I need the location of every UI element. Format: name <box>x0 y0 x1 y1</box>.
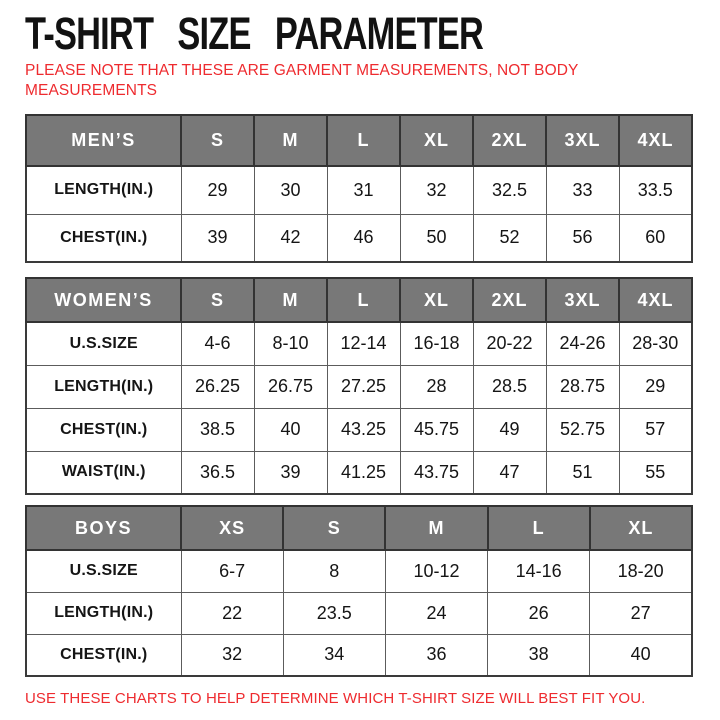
measurement-value-cell: 55 <box>619 451 692 494</box>
size-column-header: L <box>327 278 400 322</box>
table-title-cell: MEN’S <box>26 115 181 166</box>
page-title: T-SHIRT SIZE PARAMETER <box>25 8 484 60</box>
measurement-value-cell: 33 <box>546 166 619 214</box>
measurement-value-cell: 57 <box>619 408 692 451</box>
table-header-row <box>26 278 692 322</box>
row-label-cell: LENGTH(IN.) <box>26 592 181 634</box>
measurement-value-cell: 60 <box>619 214 692 262</box>
size-column-header: M <box>254 278 327 322</box>
measurement-value-cell: 27.25 <box>327 365 400 408</box>
measurement-value-cell: 46 <box>327 214 400 262</box>
size-table-boys <box>25 505 693 677</box>
garment-measurement-note: PLEASE NOTE THAT THESE ARE GARMENT MEASUREMENTS, NOT BODY MEASUREMENTS <box>25 62 579 99</box>
size-column-header: 2XL <box>473 278 546 322</box>
table-row <box>26 634 692 676</box>
measurement-value-cell: 39 <box>181 214 254 262</box>
measurement-value-cell: 30 <box>254 166 327 214</box>
measurement-value-cell: 18-20 <box>590 550 692 592</box>
row-label-cell: LENGTH(IN.) <box>26 365 181 408</box>
measurement-value-cell: 24 <box>385 592 487 634</box>
row-label-cell: CHEST(IN.) <box>26 408 181 451</box>
measurement-value-cell: 32 <box>181 634 283 676</box>
size-column-header: XL <box>400 278 473 322</box>
measurement-value-cell: 26.75 <box>254 365 327 408</box>
measurement-value-cell: 45.75 <box>400 408 473 451</box>
measurement-value-cell: 51 <box>546 451 619 494</box>
measurement-value-cell: 52 <box>473 214 546 262</box>
size-chart-page <box>25 8 695 707</box>
size-column-header: S <box>181 278 254 322</box>
measurement-value-cell: 8-10 <box>254 322 327 365</box>
size-column-header: M <box>254 115 327 166</box>
measurement-value-cell: 56 <box>546 214 619 262</box>
table-title-cell: WOMEN’S <box>26 278 181 322</box>
measurement-value-cell: 23.5 <box>283 592 385 634</box>
size-column-header: S <box>283 506 385 550</box>
measurement-value-cell: 27 <box>590 592 692 634</box>
size-column-header: 3XL <box>546 115 619 166</box>
size-column-header: 3XL <box>546 278 619 322</box>
measurement-value-cell: 38.5 <box>181 408 254 451</box>
measurement-value-cell: 28-30 <box>619 322 692 365</box>
table-row <box>26 214 692 262</box>
row-label-cell: WAIST(IN.) <box>26 451 181 494</box>
measurement-value-cell: 6-7 <box>181 550 283 592</box>
measurement-value-cell: 40 <box>590 634 692 676</box>
table-header-row <box>26 115 692 166</box>
size-column-header: XL <box>590 506 692 550</box>
table-row <box>26 365 692 408</box>
measurement-value-cell: 38 <box>488 634 590 676</box>
table-row <box>26 451 692 494</box>
size-column-header: M <box>385 506 487 550</box>
measurement-value-cell: 36 <box>385 634 487 676</box>
measurement-value-cell: 34 <box>283 634 385 676</box>
measurement-value-cell: 41.25 <box>327 451 400 494</box>
measurement-value-cell: 28 <box>400 365 473 408</box>
measurement-value-cell: 12-14 <box>327 322 400 365</box>
measurement-value-cell: 22 <box>181 592 283 634</box>
table-title-cell: BOYS <box>26 506 181 550</box>
row-label-cell: CHEST(IN.) <box>26 214 181 262</box>
size-column-header: S <box>181 115 254 166</box>
row-label-cell: CHEST(IN.) <box>26 634 181 676</box>
measurement-value-cell: 29 <box>181 166 254 214</box>
measurement-value-cell: 8 <box>283 550 385 592</box>
measurement-value-cell: 43.25 <box>327 408 400 451</box>
size-tables-container <box>25 114 695 677</box>
measurement-value-cell: 26 <box>488 592 590 634</box>
table-row <box>26 550 692 592</box>
size-column-header: XS <box>181 506 283 550</box>
measurement-value-cell: 36.5 <box>181 451 254 494</box>
measurement-value-cell: 20-22 <box>473 322 546 365</box>
measurement-value-cell: 49 <box>473 408 546 451</box>
measurement-value-cell: 10-12 <box>385 550 487 592</box>
measurement-value-cell: 40 <box>254 408 327 451</box>
measurement-value-cell: 32.5 <box>473 166 546 214</box>
size-column-header: 4XL <box>619 115 692 166</box>
size-column-header: XL <box>400 115 473 166</box>
measurement-value-cell: 28.5 <box>473 365 546 408</box>
measurement-value-cell: 39 <box>254 451 327 494</box>
measurement-value-cell: 24-26 <box>546 322 619 365</box>
table-header-row <box>26 506 692 550</box>
table-row <box>26 322 692 365</box>
table-row <box>26 592 692 634</box>
measurement-value-cell: 16-18 <box>400 322 473 365</box>
size-table-womens <box>25 277 693 495</box>
row-label-cell: LENGTH(IN.) <box>26 166 181 214</box>
measurement-value-cell: 28.75 <box>546 365 619 408</box>
measurement-value-cell: 29 <box>619 365 692 408</box>
size-column-header: L <box>488 506 590 550</box>
table-row <box>26 166 692 214</box>
measurement-value-cell: 43.75 <box>400 451 473 494</box>
measurement-value-cell: 52.75 <box>546 408 619 451</box>
measurement-value-cell: 32 <box>400 166 473 214</box>
measurement-value-cell: 26.25 <box>181 365 254 408</box>
size-column-header: 4XL <box>619 278 692 322</box>
measurement-value-cell: 31 <box>327 166 400 214</box>
size-column-header: 2XL <box>473 115 546 166</box>
measurement-value-cell: 50 <box>400 214 473 262</box>
measurement-value-cell: 42 <box>254 214 327 262</box>
measurement-value-cell: 47 <box>473 451 546 494</box>
size-table-mens <box>25 114 693 263</box>
size-column-header: L <box>327 115 400 166</box>
measurement-value-cell: 33.5 <box>619 166 692 214</box>
row-label-cell: U.S.SIZE <box>26 322 181 365</box>
measurement-value-cell: 14-16 <box>488 550 590 592</box>
table-row <box>26 408 692 451</box>
row-label-cell: U.S.SIZE <box>26 550 181 592</box>
footer-note: USE THESE CHARTS TO HELP DETERMINE WHICH T-SHIRT SIZE WILL BEST FIT YOU. <box>25 690 646 707</box>
measurement-value-cell: 4-6 <box>181 322 254 365</box>
